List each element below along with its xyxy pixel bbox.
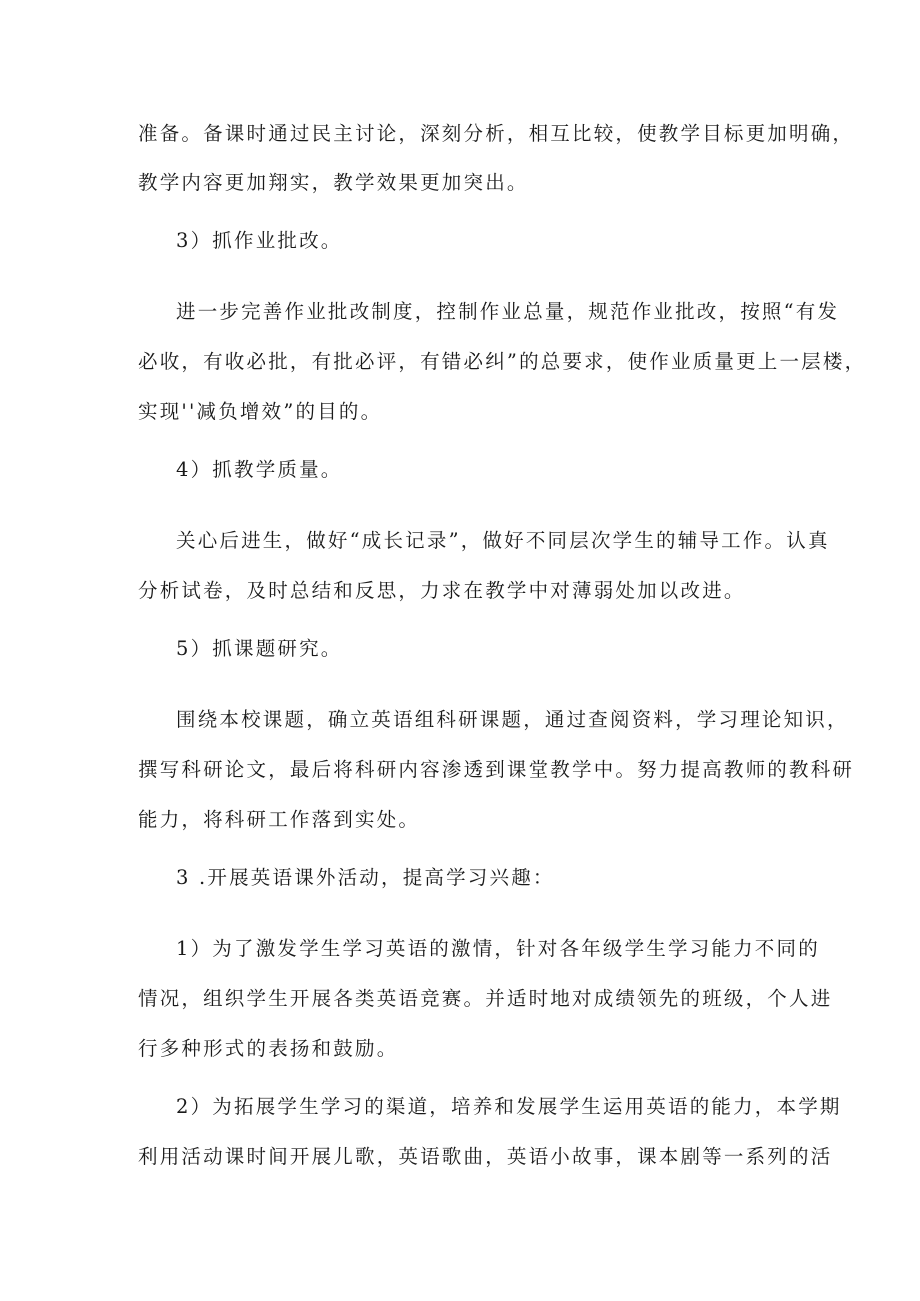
paragraph-line: 进一步完善作业批改制度，控制作业总量，规范作业批改，按照“有发 (176, 300, 840, 323)
paragraph-line: 必收，有收必批，有批必评，有错必纠”的总要求，使作业质量更上一层楼， (138, 350, 867, 373)
paragraph-line: 关心后进生，做好“成长记录”，做好不同层次学生的辅导工作。认真 (176, 529, 830, 552)
paragraph-line: 情况，组织学生开展各类英语竞赛。并适时地对成绩领先的班级，个人进 (138, 987, 833, 1010)
paragraph-line: 1）为了激发学生学习英语的激情，针对各年级学生学习能力不同的 (176, 937, 820, 960)
section-heading: 3 .开展英语课外活动，提高学习兴趣： (176, 866, 555, 889)
paragraph-line: 围绕本校课题，确立英语组科研课题，通过查阅资料，学习理论知识， (176, 708, 849, 731)
section-heading: 5）抓课题研究。 (176, 637, 343, 660)
paragraph-line: 实现''减负增效”的目的。 (138, 400, 383, 423)
paragraph-line: 撰写科研论文，最后将科研内容渗透到课堂教学中。努力提高教师的教科研 (138, 758, 855, 781)
paragraph-line: 分析试卷，及时总结和反思，力求在教学中对薄弱处加以改进。 (138, 579, 746, 602)
paragraph-line: 利用活动课时间开展儿歌，英语歌曲，英语小故事，课本剧等一系列的活 (138, 1145, 833, 1168)
paragraph-line: 行多种形式的表扬和鼓励。 (138, 1037, 399, 1060)
paragraph-line: 2）为拓展学生学习的渠道，培养和发展学生运用英语的能力，本学期 (176, 1095, 842, 1118)
section-heading: 4）抓教学质量。 (176, 458, 343, 481)
paragraph-line: 准备。备课时通过民主讨论，深刻分析，相互比较，使教学目标更加明确， (138, 122, 855, 145)
section-heading: 3）抓作业批改。 (176, 229, 343, 252)
paragraph-line: 教学内容更加翔实，教学效果更加突出。 (138, 171, 529, 194)
paragraph-line: 能力，将科研工作落到实处。 (138, 808, 421, 831)
